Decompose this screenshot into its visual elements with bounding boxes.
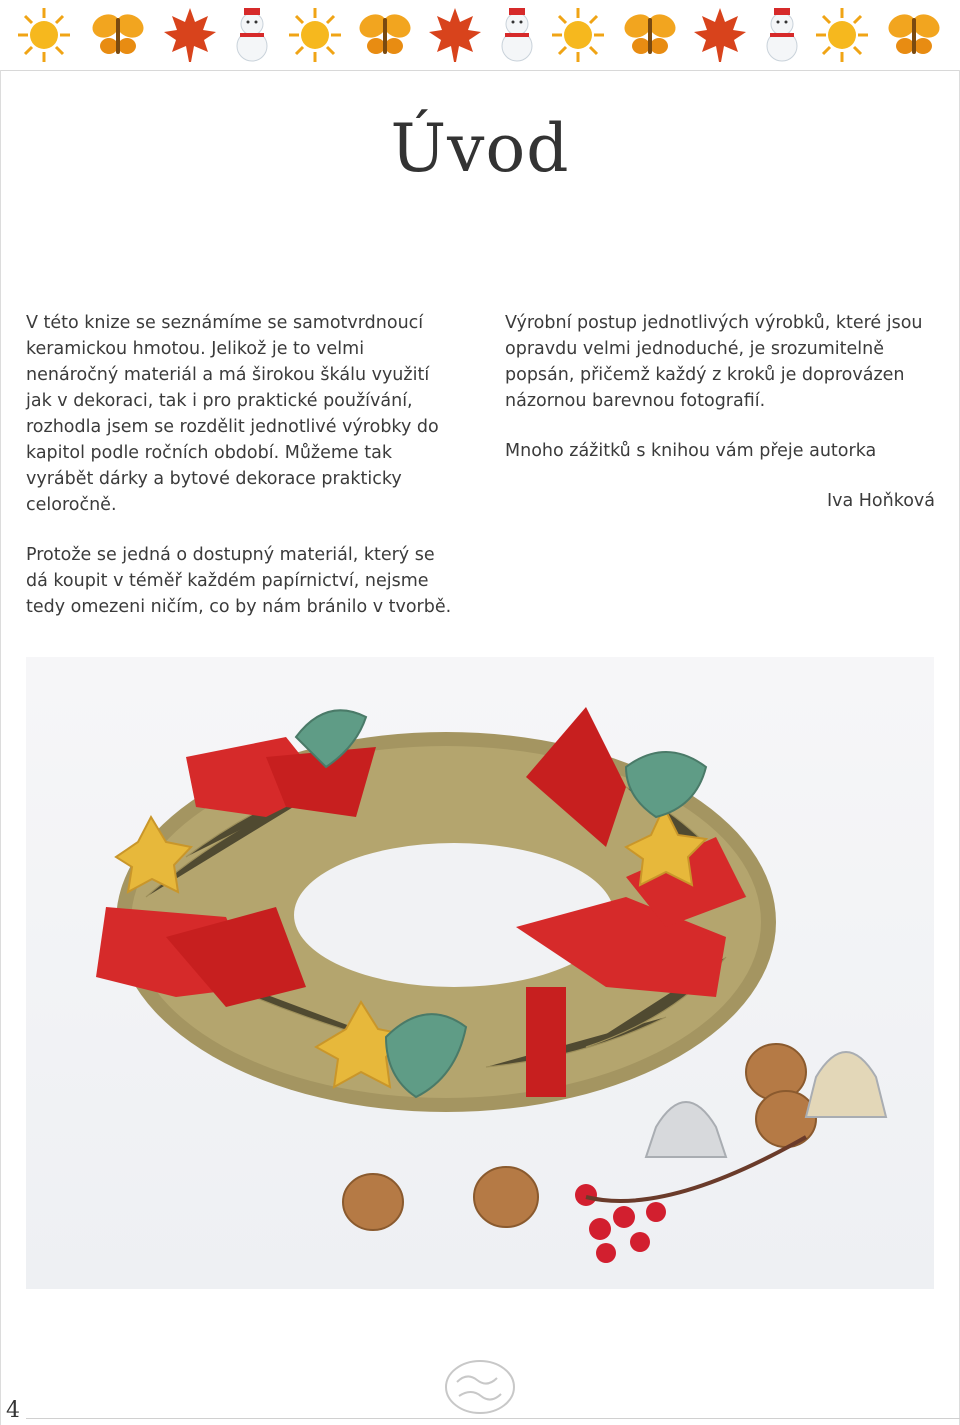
- intro-paragraph-3: Výrobní postup jednotlivých výrobků, které jsou opravdu velmi jednoduché, je srozumitelně popsán, přičemž každý z kroků je doprovázen názornou barevnou fotografií.: [505, 313, 923, 411]
- page-number: 4: [6, 1398, 20, 1423]
- snowman-icon: [222, 4, 282, 66]
- left-page-rule: [0, 70, 1, 1425]
- author-signature: Iva Hoňková: [826, 491, 935, 511]
- left-text-column: [26, 310, 456, 644]
- snowman-icon: [487, 4, 547, 66]
- sun-icon: [14, 4, 74, 66]
- maple-leaf-icon: [160, 4, 220, 66]
- butterfly-icon: [88, 4, 148, 66]
- sun-icon: [285, 4, 345, 66]
- butterfly-icon: [620, 4, 680, 66]
- maple-leaf-icon: [425, 4, 485, 66]
- intro-paragraph-2: Protože se jedná o dostupný materiál, který se dá koupit v téměř každém papírnictví, nejsme tedy omezeni ničím, co by nám bránilo v tvorbě.: [26, 545, 452, 617]
- publisher-logo: [443, 1358, 517, 1416]
- snowman-icon: [752, 4, 812, 66]
- sun-icon: [812, 4, 872, 66]
- sun-icon: [548, 4, 608, 66]
- page-title: Úvod: [390, 110, 570, 187]
- maple-leaf-icon: [690, 4, 750, 66]
- right-text-column: [505, 310, 935, 538]
- intro-paragraph-4: Mnoho zážitků s knihou vám přeje autorka: [505, 441, 877, 461]
- wreath-photo: [26, 657, 934, 1289]
- butterfly-icon: [884, 4, 944, 66]
- intro-paragraph-1: V této knize se seznámíme se samotvrdnoucí keramickou hmotou. Jelikož je to velmi nenáročný materiál a má širokou škálu využití jak v dekoraci, tak i pro praktické používání, rozhodla jsem se rozdělit jednotlivé výrobky do kapitol podle ročních období. Můžeme tak vyrábět dárky a bytové dekorace prakticky celoročně.: [26, 313, 439, 515]
- decorative-border: [0, 0, 960, 71]
- butterfly-icon: [355, 4, 415, 66]
- footer-rule: [26, 1418, 960, 1419]
